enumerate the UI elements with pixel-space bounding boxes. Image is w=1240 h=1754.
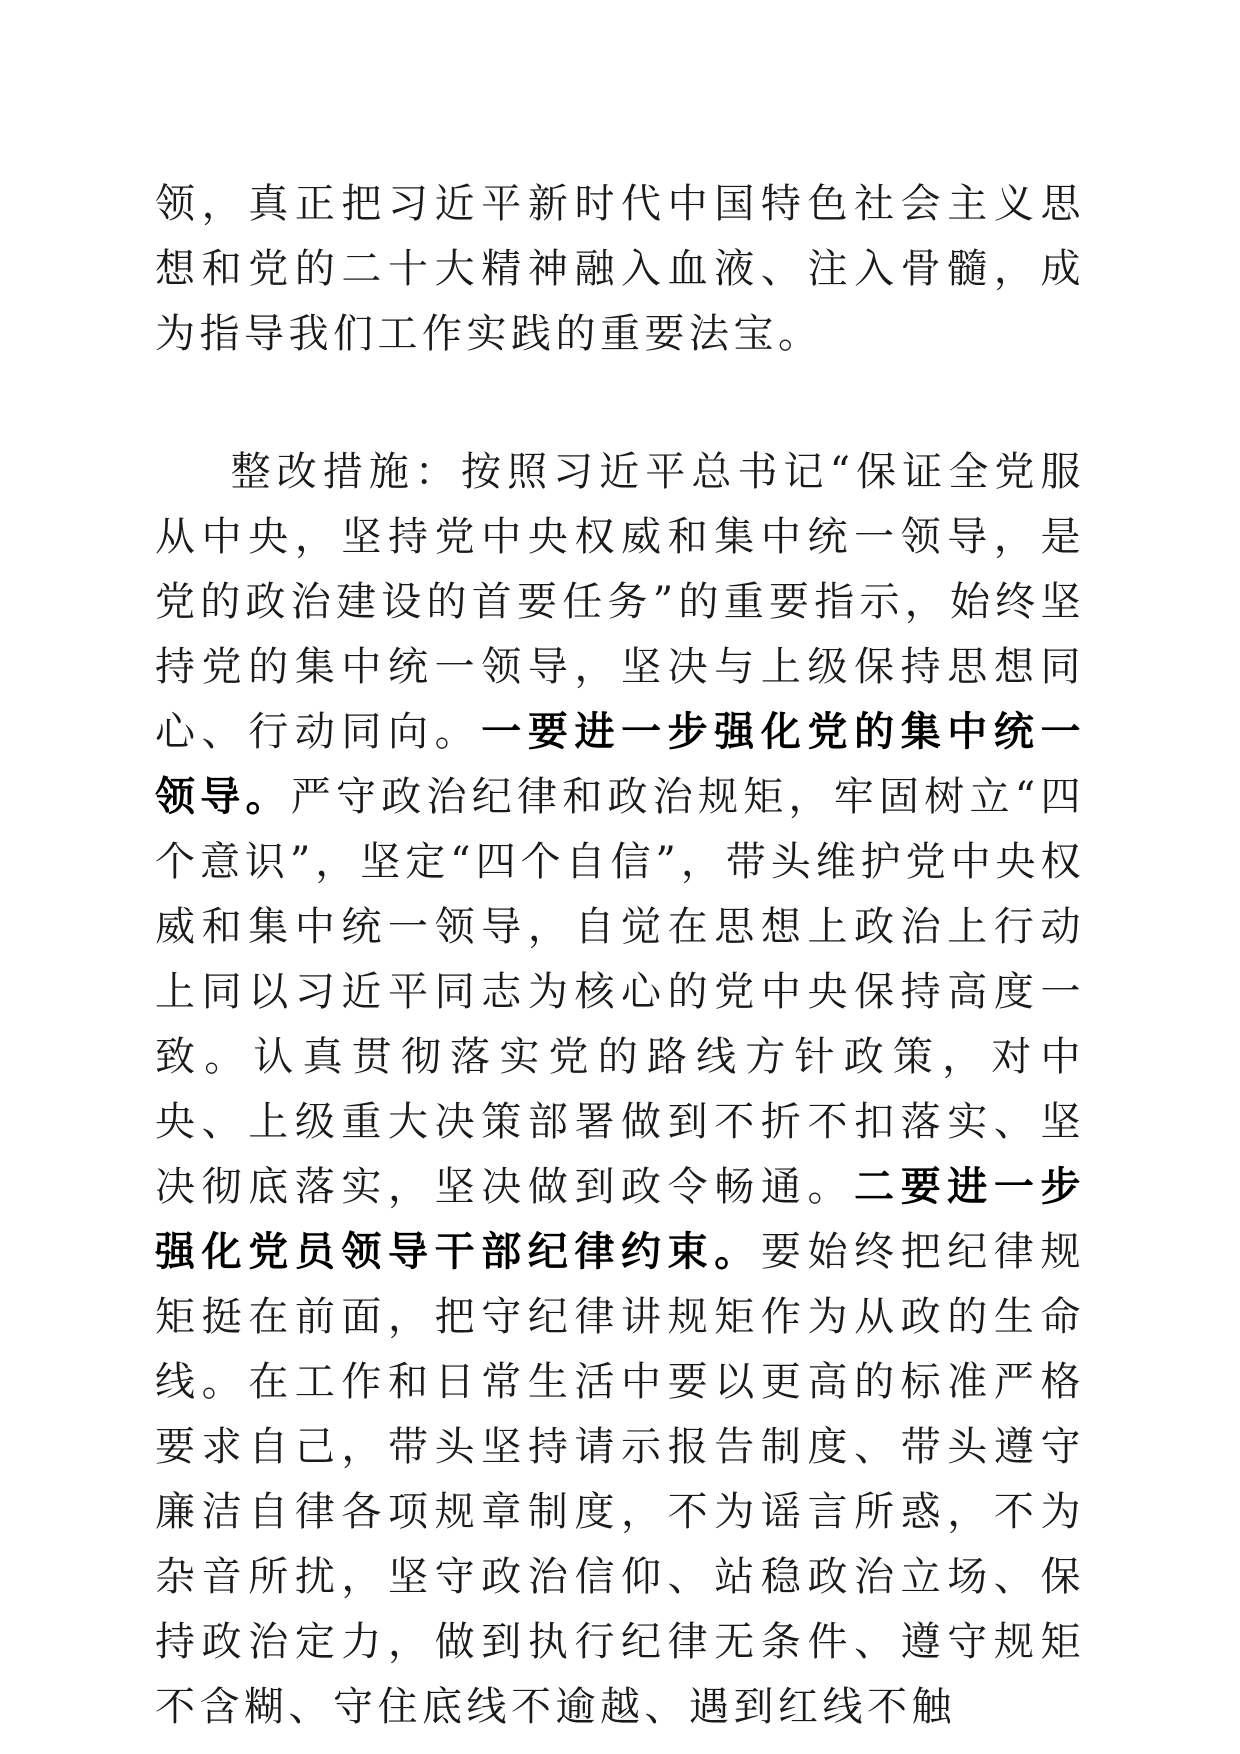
paragraph-1-text: 领，真正把习近平新时代中国特色社会主义思想和党的二十大精神融入血液、注入骨髓，成为指导我们工作实践的重要法宝。 [155, 181, 1085, 357]
heading-measure-two: 二要进一步强化党员领导干部纪律约束。 [155, 1164, 1086, 1275]
paragraph-2-intro: 整改措施：按照习近平总书记“保证全党服从中央，坚持党中央权威和集中统一领导，是党的政治建设的首要任务”的重要指示，始终坚持党的集中统一领导，坚决与上级保持思想同心、行动同向。 [155, 449, 1085, 755]
paragraph-2-measure-two-body: 要始终把纪律规矩挺在前面，把守纪律讲规矩作为从政的生命线。在工作和日常生活中要以更高的标准严格要求自己，带头坚持请示报告制度、带头遵守廉洁自律各项规章制度，不为谣言所惑，不为杂音所扰，坚守政治信仰、站稳政治立场、保持政治定力，做到执行纪律无条件、遵守规矩不含糊、守住底线不逾越、遇到红线不触 [155, 1229, 1086, 1730]
paragraph-2-measure-one-body: 严守政治纪律和政治规矩，牢固树立“四个意识”，坚定“四个自信”，带头维护党中央权威和集中统一领导，自觉在思想上政治上行动上同以习近平同志为核心的党中央保持高度一致。认真贯彻落实党的路线方针政策，对中央、上级重大决策部署做到不折不扣落实、坚决彻底落实，坚决做到政令畅通。 [155, 774, 1086, 1210]
paragraph-rectification-measures [155, 440, 1085, 1740]
paragraph-continuation [155, 172, 1085, 367]
heading-measure-one: 一要进一步强化党的集中统一领导。 [155, 709, 1086, 820]
